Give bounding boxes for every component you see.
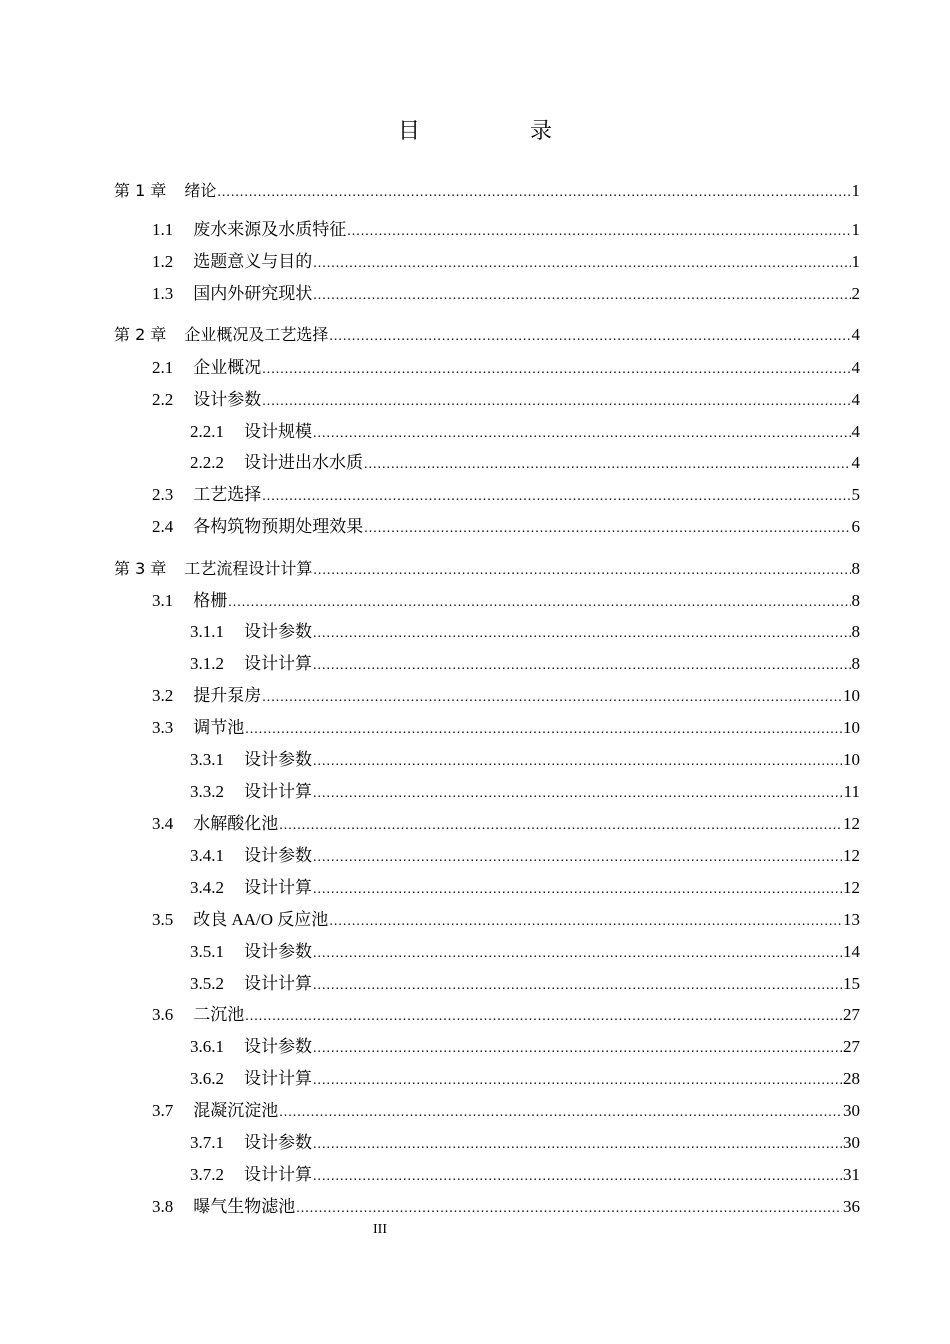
toc-entry-title: 绪论 <box>184 181 217 200</box>
toc-entry-level1[interactable] <box>114 178 860 204</box>
toc-entry-page: 10 <box>843 750 860 769</box>
toc-entry-title: 设计计算 <box>244 782 312 801</box>
toc-entry-level2[interactable] <box>152 514 860 540</box>
toc-entry-title: 企业概况及工艺选择 <box>184 325 329 344</box>
toc-entry-number: 3.7.1 <box>190 1133 224 1152</box>
toc-entry-level3[interactable] <box>190 651 860 677</box>
toc-entry-page: 1 <box>851 220 860 239</box>
toc-entry-title: 二沉池 <box>193 1005 245 1024</box>
toc-entry-level3[interactable] <box>190 747 860 773</box>
toc-entry-number: 3.1.2 <box>190 654 224 673</box>
toc-entry-number: 1.2 <box>152 252 174 271</box>
dot-leader <box>279 813 842 839</box>
toc-entry-level2[interactable] <box>152 907 860 933</box>
toc-entry-level2[interactable] <box>152 683 860 709</box>
toc-entry-page: 6 <box>851 517 860 536</box>
toc-entry-title: 选题意义与目的 <box>193 252 313 271</box>
dot-leader <box>329 909 842 935</box>
dot-leader <box>313 877 842 903</box>
toc-entry-page: 1 <box>851 181 860 200</box>
toc-entry-title: 改良 AA/O 反应池 <box>193 910 329 929</box>
toc-entry-number: 1.1 <box>152 220 174 239</box>
toc-entry-number: 3.2 <box>152 686 174 705</box>
toc-entry-title: 设计计算 <box>244 1165 312 1184</box>
dot-leader <box>228 590 850 616</box>
toc-entry-level1[interactable] <box>114 322 860 348</box>
toc-entry-number: 3.4 <box>152 814 174 833</box>
toc-entry-level2[interactable] <box>152 1002 860 1028</box>
toc-entry-level3[interactable] <box>190 1066 860 1092</box>
toc-entry-page: 12 <box>843 814 860 833</box>
toc-entry-number: 3.1 <box>152 591 174 610</box>
dot-leader <box>217 180 850 206</box>
page-number-footer: III <box>373 1222 387 1237</box>
toc-entry-page: 30 <box>843 1133 860 1152</box>
toc-entry-number: 2.4 <box>152 517 174 536</box>
toc-entry-level2[interactable] <box>152 1194 860 1220</box>
toc-entry-level3[interactable] <box>190 875 860 901</box>
toc-entry-page: 8 <box>851 559 860 578</box>
toc-entry-title: 设计参数 <box>244 1037 312 1056</box>
toc-entry-title: 设计计算 <box>244 654 312 673</box>
toc-entry-page: 4 <box>851 325 860 344</box>
toc-entry-page: 4 <box>851 453 860 472</box>
toc-entry-level3[interactable] <box>190 779 860 805</box>
dot-leader <box>262 484 850 510</box>
dot-leader <box>313 421 851 447</box>
toc-entry-level2[interactable] <box>152 482 860 508</box>
toc-entry-level3[interactable] <box>190 939 860 965</box>
toc-entry-number: 1.3 <box>152 284 174 303</box>
toc-entry-title: 设计进出水水质 <box>244 453 363 472</box>
dot-leader <box>296 1196 842 1222</box>
dot-leader <box>313 973 842 999</box>
toc-entry-number: 3.4.2 <box>190 878 224 897</box>
toc-entry-page: 31 <box>843 1165 860 1184</box>
toc-entry-number: 3.8 <box>152 1197 174 1216</box>
toc-entry-title: 国内外研究现状 <box>193 284 313 303</box>
dot-leader <box>313 251 850 277</box>
toc-entry-title: 设计参数 <box>244 750 312 769</box>
toc-entry-level2[interactable] <box>152 249 860 275</box>
dot-leader <box>313 781 843 807</box>
toc-entry-number: 3.3.1 <box>190 750 224 769</box>
toc-entry-page: 1 <box>851 252 860 271</box>
dot-leader <box>262 357 850 383</box>
toc-entry-level3[interactable] <box>190 1034 860 1060</box>
dot-leader <box>313 1164 842 1190</box>
toc-entry-title: 设计参数 <box>244 622 312 641</box>
dot-leader <box>245 717 842 743</box>
toc-entry-page: 27 <box>843 1037 860 1056</box>
dot-leader <box>313 621 851 647</box>
dot-leader <box>313 941 842 967</box>
toc-entry-title: 设计计算 <box>244 878 312 897</box>
toc-entry-level3[interactable] <box>190 971 860 997</box>
toc-entry-level3[interactable] <box>190 450 860 476</box>
toc-entry-number: 3.6.2 <box>190 1069 224 1088</box>
toc-entry-level2[interactable] <box>152 715 860 741</box>
toc-entry-page: 10 <box>843 686 860 705</box>
toc-entry-level3[interactable] <box>190 419 860 445</box>
dot-leader <box>262 389 850 415</box>
dot-leader <box>364 452 851 478</box>
dot-leader <box>329 324 850 350</box>
toc-entry-level3[interactable] <box>190 1162 860 1188</box>
toc-entry-number: 3.7 <box>152 1101 174 1120</box>
toc-entry-page: 27 <box>843 1005 860 1024</box>
toc-entry-level2[interactable] <box>152 811 860 837</box>
toc-entry-title: 各构筑物预期处理效果 <box>193 517 364 536</box>
toc-entry-page: 30 <box>843 1101 860 1120</box>
dot-leader <box>313 558 850 584</box>
dot-leader <box>347 219 850 245</box>
toc-entry-title: 工艺流程设计计算 <box>184 559 313 578</box>
toc-entry-page: 8 <box>851 622 860 641</box>
page-title: 目 录 <box>397 119 596 144</box>
toc-entry-number: 2.2.2 <box>190 453 224 472</box>
toc-entry-page: 36 <box>843 1197 860 1216</box>
toc-entry-title: 混凝沉淀池 <box>193 1101 279 1120</box>
toc-entry-number: 3.1.1 <box>190 622 224 641</box>
dot-leader <box>313 1036 842 1062</box>
toc-entry-number: 3.4.1 <box>190 846 224 865</box>
toc-entry-page: 4 <box>851 422 860 441</box>
toc-entry-number: 2.2 <box>152 390 174 409</box>
dot-leader <box>313 283 850 309</box>
dot-leader <box>313 653 851 679</box>
toc-entry-page: 28 <box>843 1069 860 1088</box>
toc-entry-number: 3.7.2 <box>190 1165 224 1184</box>
toc-entry-page: 8 <box>851 591 860 610</box>
toc-entry-number: 2.3 <box>152 485 174 504</box>
toc-entry-title: 设计参数 <box>244 942 312 961</box>
dot-leader <box>245 1004 842 1030</box>
toc-entry-title: 调节池 <box>193 718 245 737</box>
toc-entry-title: 工艺选择 <box>193 485 262 504</box>
toc-entry-level2[interactable] <box>152 355 860 381</box>
toc-entry-page: 13 <box>843 910 860 929</box>
toc-entry-level2[interactable] <box>152 387 860 413</box>
dot-leader <box>279 1100 842 1126</box>
toc-entry-page: 4 <box>851 390 860 409</box>
toc-entry-level2[interactable] <box>152 588 860 614</box>
toc-entry-title: 设计参数 <box>244 846 312 865</box>
toc-entry-level3[interactable] <box>190 843 860 869</box>
toc-entry-level2[interactable] <box>152 217 860 243</box>
toc-entry-page: 12 <box>843 878 860 897</box>
toc-entry-title: 设计计算 <box>244 1069 312 1088</box>
dot-leader <box>313 1068 842 1094</box>
toc-entry-title: 设计参数 <box>193 390 262 409</box>
toc-entry-title: 企业概况 <box>193 358 262 377</box>
dot-leader <box>313 845 842 871</box>
toc-entry-title: 废水来源及水质特征 <box>193 220 347 239</box>
toc-entry-level3[interactable] <box>190 1130 860 1156</box>
toc-entry-page: 12 <box>843 846 860 865</box>
toc-entry-page: 5 <box>851 485 860 504</box>
toc-entry-level3[interactable] <box>190 619 860 645</box>
dot-leader <box>364 516 850 542</box>
toc-entry-page: 2 <box>851 284 860 303</box>
toc-entry-page: 11 <box>843 782 860 801</box>
toc-entry-number: 3.6 <box>152 1005 174 1024</box>
toc-entry-title: 设计计算 <box>244 974 312 993</box>
toc-entry-number: 3.3 <box>152 718 174 737</box>
toc-entry-page: 14 <box>843 942 860 961</box>
toc-entry-number: 3.6.1 <box>190 1037 224 1056</box>
dot-leader <box>313 1132 842 1158</box>
toc-entry-number: 3.3.2 <box>190 782 224 801</box>
toc-entry-title: 提升泵房 <box>193 686 262 705</box>
toc-entry-level2[interactable] <box>152 281 860 307</box>
toc-entry-level2[interactable] <box>152 1098 860 1124</box>
toc-entry-number: 3.5.1 <box>190 942 224 961</box>
toc-entry-title: 格栅 <box>193 591 228 610</box>
toc-entry-page: 8 <box>851 654 860 673</box>
toc-entry-number: 第 1 章 <box>114 181 167 200</box>
toc-entry-number: 第 3 章 <box>114 559 167 578</box>
toc-entry-number: 2.1 <box>152 358 174 377</box>
toc-entry-page: 10 <box>843 718 860 737</box>
toc-entry-number: 2.2.1 <box>190 422 224 441</box>
toc-entry-level1[interactable] <box>114 556 860 582</box>
toc-entry-page: 15 <box>843 974 860 993</box>
toc-entry-number: 3.5 <box>152 910 174 929</box>
toc-entry-title: 设计参数 <box>244 1133 312 1152</box>
toc-entry-page: 4 <box>851 358 860 377</box>
toc-entry-number: 3.5.2 <box>190 974 224 993</box>
toc-entry-title: 曝气生物滤池 <box>193 1197 296 1216</box>
toc-entry-number: 第 2 章 <box>114 325 167 344</box>
dot-leader <box>262 685 842 711</box>
toc-entry-title: 设计规模 <box>244 422 312 441</box>
dot-leader <box>313 749 842 775</box>
toc-entry-title: 水解酸化池 <box>193 814 279 833</box>
